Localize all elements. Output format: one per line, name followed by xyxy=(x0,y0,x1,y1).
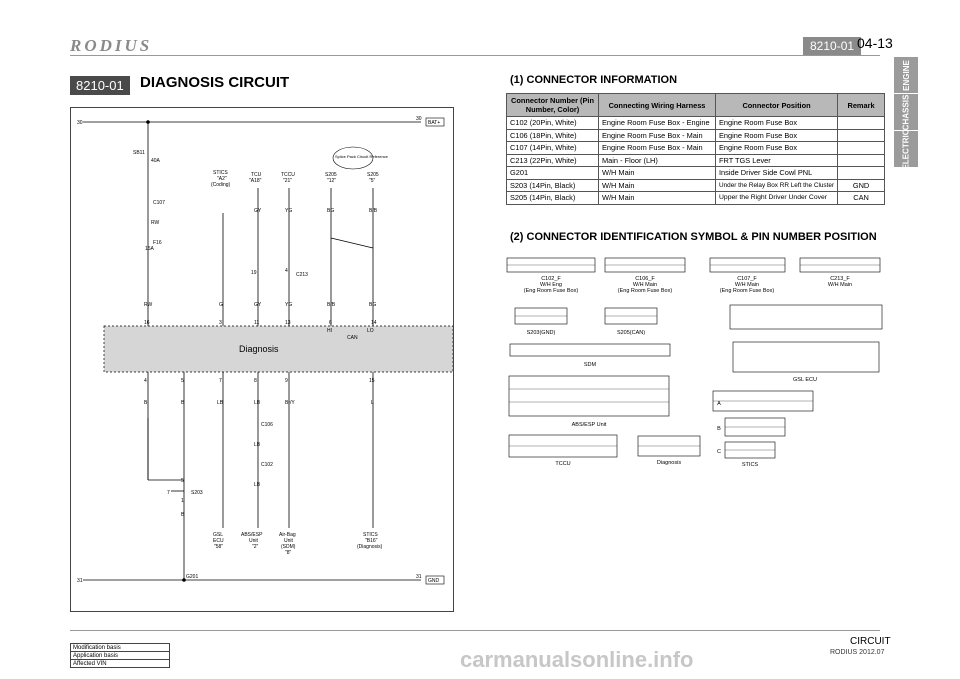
s203-pin-label: S203(GND) xyxy=(526,330,556,336)
brand-logo: RODIUS xyxy=(70,36,153,55)
pin-section-title: (2) CONNECTOR IDENTIFICATION SYMBOL & PIN NUMBER POSITION xyxy=(510,231,877,243)
pin-5: 5 xyxy=(181,378,184,384)
svg-text:(Eng Room Fuse Box): (Eng Room Fuse Box) xyxy=(523,288,579,294)
stics-top-pin: "A2" xyxy=(217,176,227,182)
stics-top-label: STICS xyxy=(213,170,228,176)
stics-bot-pin: "B16" xyxy=(365,538,378,544)
circuit-diagram xyxy=(71,108,453,611)
page-number: 04-13 xyxy=(857,35,893,51)
diagnosis-pin-label: Diagnosis xyxy=(656,460,682,466)
wire-bb: B/B xyxy=(369,208,378,214)
stics-b-label: B xyxy=(717,426,721,432)
bat-label: BAT+ xyxy=(428,120,441,126)
table-row: C107 (14Pin, White) Engine Room Fuse Box - Main Engine Room Fuse Box xyxy=(507,142,885,155)
pin-4: 4 xyxy=(144,378,147,384)
svg-text:W/H Main: W/H Main xyxy=(827,282,853,288)
fuse-40a: 40A xyxy=(151,158,160,164)
footer-subtitle: RODIUS 2012.07 xyxy=(830,649,885,656)
col-remark: Remark xyxy=(838,94,885,117)
s203-pin-1: 1 xyxy=(181,498,184,504)
side-tab-electric[interactable]: ELECTRIC xyxy=(894,131,918,167)
stics-top-sub: (Coding) xyxy=(211,182,231,188)
tcu-label: TCU xyxy=(251,172,262,178)
connector-pin-illustrations xyxy=(505,250,890,475)
c213-pin-19: 19 xyxy=(251,270,257,276)
c102-pin-label: C102_F xyxy=(541,276,561,282)
svg-text:W/H Main: W/H Main xyxy=(632,282,658,288)
stics-bot-sub: (Diagnosis) xyxy=(357,544,383,550)
gsl-ecu-label: GSL xyxy=(213,532,224,538)
c102-label: C102 xyxy=(261,462,273,468)
watermark: carmanualsonline.info xyxy=(460,647,694,672)
stics-bot-label: STICS xyxy=(363,532,378,538)
gsl-ecu-pin: "58" xyxy=(214,544,224,550)
pin-11: 11 xyxy=(254,320,260,326)
s205a-label: S205 xyxy=(325,172,337,178)
tccu-pin-label: TCCU xyxy=(555,461,571,467)
can-hi: HI xyxy=(327,328,332,334)
rail-31-right: 31 xyxy=(416,574,422,580)
c107-pin-label: C107_F xyxy=(737,276,757,282)
wire-bg2: BG xyxy=(369,302,377,308)
airbag-sub: Unit xyxy=(284,538,293,544)
table-row: S203 (14Pin, Black) W/H Main Under the Relay Box RR Left the Cluster GND xyxy=(507,179,885,192)
c213-label: C213 xyxy=(296,272,308,278)
airbag-sub2: (SDM) xyxy=(281,544,296,550)
gsl-pin-label: GSL ECU xyxy=(793,377,817,383)
wire-b1: B xyxy=(144,400,148,406)
tccu-label: TCCU xyxy=(281,172,295,178)
airbag-pin: "8" xyxy=(285,550,292,556)
svg-text:W/H Eng: W/H Eng xyxy=(539,282,563,288)
s203-label: S203 xyxy=(191,490,203,496)
wire-b2: B xyxy=(181,400,185,406)
header-divider xyxy=(70,55,880,56)
connector-info-title: (1) CONNECTOR INFORMATION xyxy=(510,74,678,86)
c213-pin-4: 4 xyxy=(285,268,288,274)
g201-label: G201 xyxy=(186,574,199,580)
s205a-pin: "12" xyxy=(327,178,337,184)
s205-pin-label: S205(CAN) xyxy=(616,330,646,336)
col-position: Connector Position xyxy=(716,94,838,117)
s203-pin-7: 7 xyxy=(167,490,170,496)
pin-8: 8 xyxy=(254,378,257,384)
side-tab-chassis[interactable]: CHASSIS xyxy=(894,94,918,130)
col-harness: Connecting Wiring Harness xyxy=(599,94,716,117)
abs-label: ABS/ESP xyxy=(241,532,263,538)
pin-16: 16 xyxy=(144,320,150,326)
side-tab-engine[interactable]: ENGINE xyxy=(894,57,918,93)
wire-rw2: RW xyxy=(144,302,153,308)
diagnosis-box-label: Diagnosis xyxy=(239,344,279,354)
rail-30-left: 30 xyxy=(77,120,83,126)
section-code-badge: 8210-01 xyxy=(70,76,130,95)
abs-pin-label: ABS/ESP Unit xyxy=(571,422,607,428)
abs-sub: Unit xyxy=(249,538,258,544)
abs-pin: "2" xyxy=(252,544,259,550)
wire-g: G xyxy=(219,302,223,308)
s205b-label: S205 xyxy=(367,172,379,178)
sdm-pin-label: SDM xyxy=(583,362,597,368)
pin-14: 14 xyxy=(371,320,377,326)
modification-table: Modification basis Application basis Affected VIN xyxy=(70,643,170,668)
stics-a-label: A xyxy=(717,401,721,407)
fuse-15a: 15A xyxy=(145,246,154,252)
table-row: G201 W/H Main Inside Driver Side Cowl PNL xyxy=(507,167,885,180)
can-label: CAN xyxy=(347,335,358,341)
wire-rw: RW xyxy=(151,220,160,226)
pin-13: 13 xyxy=(285,320,291,326)
wire-bg: BG xyxy=(327,208,335,214)
c106-label: C106 xyxy=(261,422,273,428)
tcu-pin: "A18" xyxy=(249,178,262,184)
pin-7: 7 xyxy=(219,378,222,384)
gsl-ecu-sub: ECU xyxy=(213,538,224,544)
svg-text:(Eng Room Fuse Box): (Eng Room Fuse Box) xyxy=(617,288,673,294)
tccu-pin: "21" xyxy=(283,178,293,184)
svg-text:W/H Main: W/H Main xyxy=(734,282,760,288)
pin-6: 6 xyxy=(329,320,332,326)
c106-pin-label: C106_F xyxy=(635,276,655,282)
table-row: S205 (14Pin, Black) W/H Main Upper the Right Driver Under Cover CAN xyxy=(507,192,885,205)
footer-divider xyxy=(70,630,880,631)
c107-label: C107 xyxy=(153,200,165,206)
table-row: C213 (22Pin, White) Main - Floor (LH) FRT TGS Lever xyxy=(507,154,885,167)
wire-gy: GY xyxy=(254,208,262,214)
connector-info-table xyxy=(506,93,885,205)
wire-bb2: B/B xyxy=(327,302,336,308)
circuit-diagram-frame xyxy=(70,107,454,612)
wire-gy2: GY xyxy=(254,302,262,308)
rail-31-left: 31 xyxy=(77,578,83,584)
airbag-label: Air-Bag xyxy=(279,532,296,538)
table-row: C106 (18Pin, White) Engine Room Fuse Box - Main Engine Room Fuse Box xyxy=(507,129,885,142)
wire-yg: YG xyxy=(285,208,293,214)
pin-3: 3 xyxy=(219,320,222,326)
svg-text:(Eng Room Fuse Box): (Eng Room Fuse Box) xyxy=(719,288,775,294)
sb11-label: SB11 xyxy=(133,150,145,156)
can-lo: LO xyxy=(367,328,374,334)
footer-title: CIRCUIT xyxy=(850,636,891,647)
gnd-label: GND xyxy=(428,578,440,584)
section-title: DIAGNOSIS CIRCUIT xyxy=(140,74,290,91)
wire-lb2: LB xyxy=(254,400,261,406)
table-row: C102 (20Pin, White) Engine Room Fuse Box - Engine Engine Room Fuse Box xyxy=(507,117,885,130)
splice-ref: Splice Pack Circuit Reference xyxy=(335,154,388,159)
wire-bry: Br/Y xyxy=(285,400,295,406)
wire-lb3: LB xyxy=(254,442,261,448)
c213-pin-label: C213_F xyxy=(830,276,850,282)
pin-15: 15 xyxy=(369,378,375,384)
col-connector-number: Connector Number (Pin Number, Color) xyxy=(507,94,599,117)
wire-lb: LB xyxy=(217,400,224,406)
stics-pin-label: STICS xyxy=(741,462,759,468)
wire-lb4: LB xyxy=(254,482,261,488)
s203-pin-5: 5 xyxy=(181,478,184,484)
s205b-pin: "5" xyxy=(369,178,376,184)
wire-l: L xyxy=(371,400,374,406)
rail-30-right: 30 xyxy=(416,116,422,122)
wire-yg2: YG xyxy=(285,302,293,308)
header-code-badge: 8210-01 xyxy=(803,37,861,55)
wire-b3: B xyxy=(181,512,185,518)
f16-label: F16 xyxy=(153,240,162,246)
stics-c-label: C xyxy=(717,449,721,455)
pin-9: 9 xyxy=(285,378,288,384)
